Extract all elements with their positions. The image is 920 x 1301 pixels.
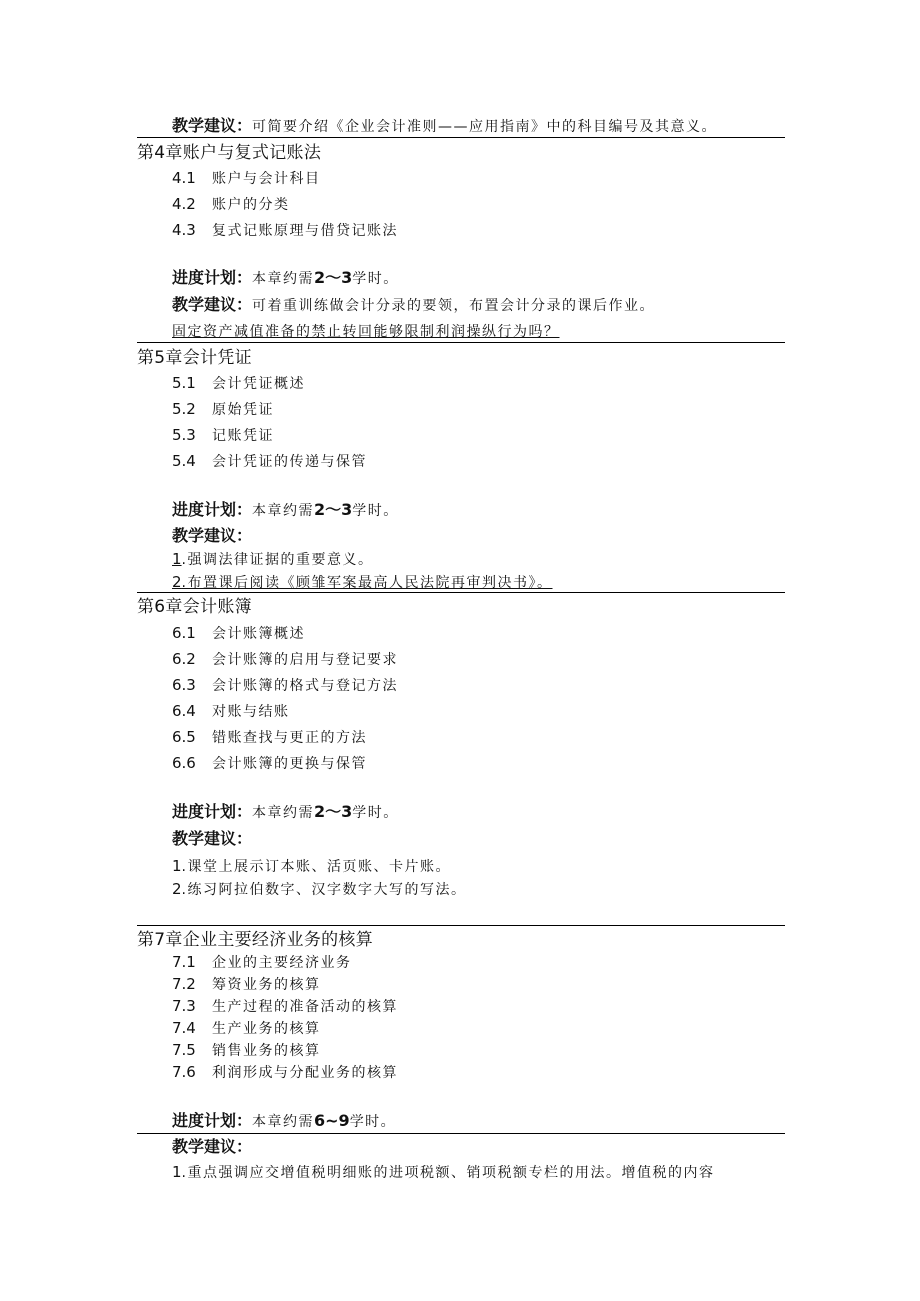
section-number: 6.5 xyxy=(172,728,196,746)
section-title: 生产业务的核算 xyxy=(212,1021,321,1037)
divider xyxy=(137,925,785,926)
section-title: 会计凭证概述 xyxy=(212,376,305,392)
schedule-label: 进度计划： xyxy=(172,500,253,519)
section-number: 5.3 xyxy=(172,426,196,444)
advice-line xyxy=(172,1137,252,1157)
chapter-6-title: 第6章会计账簿 xyxy=(137,597,252,617)
section-title: 会计账簿的启用与登记要求 xyxy=(212,652,398,668)
item-text: .重点强调应交增值税明细账的进项税额、销项税额专栏的用法。增值税的内容 xyxy=(181,1165,715,1181)
divider xyxy=(137,342,785,343)
item-number: 1 xyxy=(172,1163,182,1181)
section-title: 生产过程的准备活动的核算 xyxy=(212,999,398,1015)
section-item xyxy=(172,701,290,722)
section-item xyxy=(172,220,398,241)
section-item xyxy=(172,194,290,215)
schedule-line xyxy=(172,1111,396,1132)
section-title: 原始凭证 xyxy=(212,402,274,418)
item-number: 2 xyxy=(172,880,182,898)
section-item xyxy=(172,996,398,1017)
advice-line xyxy=(172,829,252,849)
section-number: 7.1 xyxy=(172,953,196,971)
question-text: 固定资产减值准备的禁止转回能够限制利润操纵行为吗？ xyxy=(172,324,560,340)
section-number: 6.3 xyxy=(172,676,196,694)
section-number: 6.4 xyxy=(172,702,196,720)
item-text: .强调法律证据的重要意义。 xyxy=(181,552,374,568)
section-number: 5.2 xyxy=(172,400,196,418)
schedule-post: 学时。 xyxy=(352,805,399,821)
section-title: 账户的分类 xyxy=(212,197,290,213)
advice-label: 教学建议： xyxy=(172,526,253,545)
section-item xyxy=(172,952,352,973)
schedule-hours: 2～3 xyxy=(314,268,353,287)
advice-item xyxy=(172,572,553,593)
advice-label: 教学建议： xyxy=(172,295,253,314)
section-title: 会计账簿概述 xyxy=(212,626,305,642)
schedule-line xyxy=(172,500,399,521)
divider xyxy=(137,1133,785,1134)
chapter-5-title: 第5章会计凭证 xyxy=(137,348,252,368)
item-number: 1 xyxy=(172,857,182,875)
section-number: 4.3 xyxy=(172,221,196,239)
section-title: 筹资业务的核算 xyxy=(212,977,321,993)
section-number: 6.2 xyxy=(172,650,196,668)
chapter-7-title: 第7章企业主要经济业务的核算 xyxy=(137,930,374,950)
item-text: .练习阿拉伯数字、汉字数字大写的写法。 xyxy=(181,882,467,898)
advice-line xyxy=(172,295,655,316)
chapter-4-title: 第4章账户与复式记账法 xyxy=(137,143,322,163)
section-item xyxy=(172,425,274,446)
item-text: .布置课后阅读《顾雏军案最高人民法院再审判决书》。 xyxy=(181,575,553,591)
item-number: 2 xyxy=(172,573,182,591)
item-text: .课堂上展示订本账、活页账、卡片账。 xyxy=(181,859,451,875)
advice-label: 教学建议： xyxy=(172,1137,253,1156)
schedule-pre: 本章约需 xyxy=(252,503,315,519)
section-title: 会计账簿的更换与保管 xyxy=(212,756,367,772)
section-item xyxy=(172,675,398,696)
schedule-pre: 本章约需 xyxy=(252,1114,315,1130)
section-item xyxy=(172,168,321,189)
section-item xyxy=(172,373,305,394)
advice-item xyxy=(172,856,451,877)
section-title: 账户与会计科目 xyxy=(212,171,321,187)
schedule-pre: 本章约需 xyxy=(252,805,315,821)
question-line xyxy=(172,321,560,342)
schedule-label: 进度计划： xyxy=(172,802,253,821)
advice-text: 可着重训练做会计分录的要领，布置会计分录的课后作业。 xyxy=(252,298,656,314)
section-number: 7.3 xyxy=(172,997,196,1015)
section-title: 企业的主要经济业务 xyxy=(212,955,352,971)
section-number: 4.1 xyxy=(172,169,196,187)
section-number: 7.5 xyxy=(172,1041,196,1059)
advice-text: 可简要介绍《企业会计准则——应用指南》中的科目编号及其意义。 xyxy=(252,119,718,135)
section-title: 利润形成与分配业务的核算 xyxy=(212,1065,398,1081)
section-number: 7.4 xyxy=(172,1019,196,1037)
section-item xyxy=(172,1040,321,1061)
section-item xyxy=(172,727,367,748)
advice-label: 教学建议： xyxy=(172,116,253,135)
schedule-post: 学时。 xyxy=(349,1114,397,1130)
advice-label: 教学建议： xyxy=(172,829,253,848)
section-number: 5.4 xyxy=(172,452,196,470)
section-item xyxy=(172,1018,321,1039)
section-item xyxy=(172,399,274,420)
divider xyxy=(137,137,785,138)
schedule-line xyxy=(172,268,399,289)
advice-item xyxy=(172,1162,715,1183)
section-number: 6.6 xyxy=(172,754,196,772)
section-title: 复式记账原理与借贷记账法 xyxy=(212,223,398,239)
schedule-hours: 2～3 xyxy=(314,802,353,821)
section-item xyxy=(172,974,321,995)
schedule-post: 学时。 xyxy=(352,271,399,287)
section-item xyxy=(172,753,367,774)
schedule-line xyxy=(172,802,399,823)
section-item xyxy=(172,451,367,472)
section-number: 7.2 xyxy=(172,975,196,993)
item-number: 1 xyxy=(172,550,182,568)
schedule-label: 进度计划： xyxy=(172,1111,253,1130)
schedule-hours: 2～3 xyxy=(314,500,353,519)
section-title: 记账凭证 xyxy=(212,428,274,444)
top-advice xyxy=(172,116,717,137)
section-title: 销售业务的核算 xyxy=(212,1043,321,1059)
schedule-post: 学时。 xyxy=(352,503,399,519)
section-title: 会计账簿的格式与登记方法 xyxy=(212,678,398,694)
schedule-hours: 6~9 xyxy=(314,1111,350,1130)
advice-item xyxy=(172,879,467,900)
advice-item xyxy=(172,549,374,570)
section-item xyxy=(172,623,305,644)
schedule-pre: 本章约需 xyxy=(252,271,315,287)
section-title: 错账查找与更正的方法 xyxy=(212,730,367,746)
section-item xyxy=(172,1062,398,1083)
section-title: 对账与结账 xyxy=(212,704,290,720)
section-number: 4.2 xyxy=(172,195,196,213)
section-title: 会计凭证的传递与保管 xyxy=(212,454,367,470)
divider xyxy=(137,592,785,593)
section-item xyxy=(172,649,398,670)
section-number: 6.1 xyxy=(172,624,196,642)
section-number: 5.1 xyxy=(172,374,196,392)
schedule-label: 进度计划： xyxy=(172,268,253,287)
advice-line xyxy=(172,526,252,546)
section-number: 7.6 xyxy=(172,1063,196,1081)
